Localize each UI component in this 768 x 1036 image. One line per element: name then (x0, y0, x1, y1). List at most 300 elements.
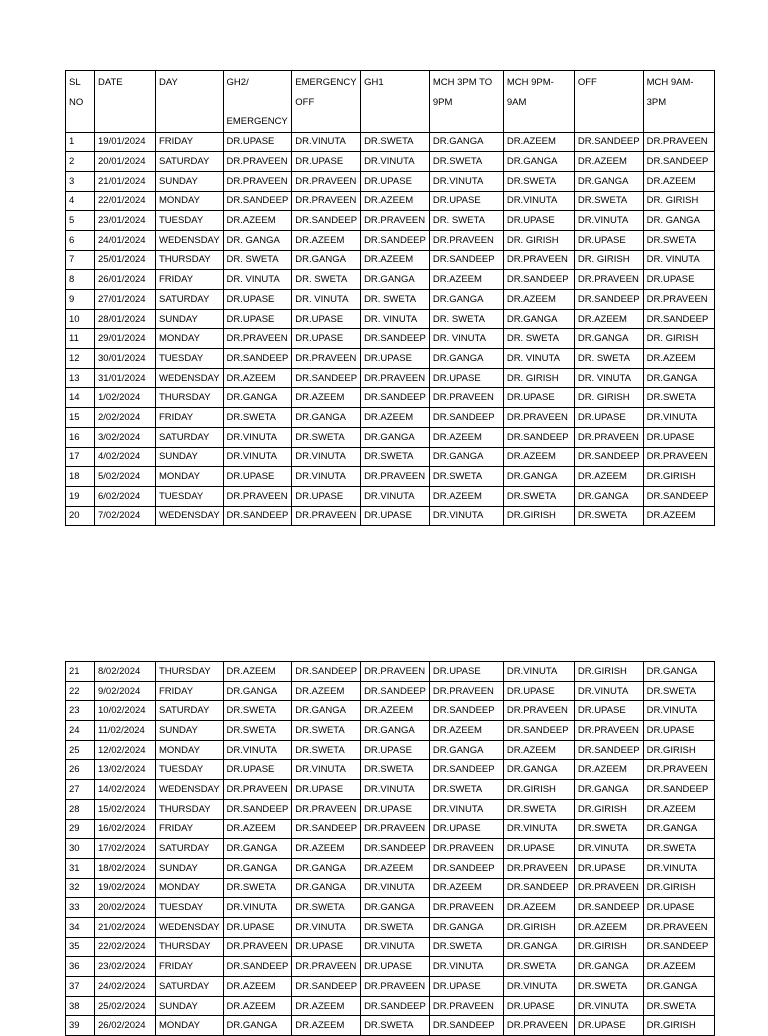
table-cell: DR.UPASE (429, 191, 503, 211)
table-cell: DR.GANGA (643, 977, 714, 997)
table-cell: DR. VINUTA (361, 309, 430, 329)
table-cell: DR.PRAVEEN (361, 467, 430, 487)
table-cell: DR. GANGA (223, 230, 292, 250)
table-cell: SATURDAY (156, 427, 224, 447)
table-cell: DR.GIRISH (574, 799, 643, 819)
table-cell: DR.VINUTA (503, 191, 574, 211)
table-cell: DR.SANDEEP (643, 152, 714, 172)
table-cell: DR.AZEEM (361, 250, 430, 270)
table-cell: DR.UPASE (361, 171, 430, 191)
table-row (66, 349, 715, 369)
table-row (66, 760, 715, 780)
table-cell: DR.GANGA (361, 270, 430, 290)
table-cell: DR.SANDEEP (643, 937, 714, 957)
table-cell: DR.SANDEEP (361, 230, 430, 250)
table-cell: DR.SWETA (429, 780, 503, 800)
table-cell: DR.PRAVEEN (643, 917, 714, 937)
table-cell: SATURDAY (156, 839, 224, 859)
table-row (66, 132, 715, 152)
table-cell: 16/02/2024 (95, 819, 156, 839)
table-cell: DR.PRAVEEN (292, 171, 361, 191)
table-cell: 30/01/2024 (95, 349, 156, 369)
table-cell: DR.AZEEM (292, 681, 361, 701)
table-cell: DR.AZEEM (574, 309, 643, 329)
table-cell: DR.UPASE (429, 368, 503, 388)
table-cell: 24/01/2024 (95, 230, 156, 250)
table-cell: DR. GANGA (643, 211, 714, 231)
table-cell: DR.VINUTA (574, 681, 643, 701)
table-cell: DR.GIRISH (643, 878, 714, 898)
table-cell: DR. GIRISH (643, 191, 714, 211)
table-cell: 29 (66, 819, 95, 839)
table-cell: DR.GANGA (429, 132, 503, 152)
table-cell: FRIDAY (156, 681, 224, 701)
table-cell: DR.VINUTA (361, 878, 430, 898)
table-cell: DR.SANDEEP (361, 329, 430, 349)
table-cell: DR.SANDEEP (503, 427, 574, 447)
column-header-text: OFF (577, 77, 597, 88)
table-cell: 28 (66, 799, 95, 819)
table-row (66, 917, 715, 937)
table-row (66, 388, 715, 408)
table-cell: DR.SANDEEP (643, 309, 714, 329)
table-cell: DR.SANDEEP (361, 839, 430, 859)
table-cell: 39 (66, 1016, 95, 1036)
table-cell: DR.SANDEEP (292, 977, 361, 997)
table-cell: DR.PRAVEEN (361, 662, 430, 682)
table-cell: DR.SWETA (503, 486, 574, 506)
table-cell: 30 (66, 839, 95, 859)
table-cell: DR.UPASE (361, 799, 430, 819)
table-cell: DR.SWETA (643, 996, 714, 1016)
table-cell: DR.SANDEEP (223, 799, 292, 819)
table-cell: 37 (66, 977, 95, 997)
table-cell: 17/02/2024 (95, 839, 156, 859)
table-cell: TUESDAY (156, 486, 224, 506)
table-cell: 15 (66, 408, 95, 428)
table-cell: 14/02/2024 (95, 780, 156, 800)
table-row (66, 329, 715, 349)
table-cell: DR.GANGA (503, 309, 574, 329)
table-cell: DR.SWETA (429, 152, 503, 172)
table-cell: DR.PRAVEEN (429, 681, 503, 701)
table-cell: DR.VINUTA (574, 839, 643, 859)
table-cell: DR.SWETA (223, 701, 292, 721)
table-cell: SUNDAY (156, 171, 224, 191)
table-cell: FRIDAY (156, 408, 224, 428)
table-cell: 22/02/2024 (95, 937, 156, 957)
table-cell: 7 (66, 250, 95, 270)
column-header-text: 9PM (432, 96, 453, 108)
duty-roster-table-1 (65, 70, 715, 526)
table-cell: DR.UPASE (361, 506, 430, 526)
table-cell: DR.AZEEM (361, 191, 430, 211)
table-cell: DR.UPASE (292, 309, 361, 329)
column-header-text: EMERGENCY (226, 116, 288, 127)
table-cell: DR. VINUTA (503, 349, 574, 369)
table-cell: 32 (66, 878, 95, 898)
table-cell: 26 (66, 760, 95, 780)
table-cell: 3/02/2024 (95, 427, 156, 447)
table-cell: DR.VINUTA (292, 917, 361, 937)
table-cell: DR. SWETA (503, 329, 574, 349)
table-row (66, 506, 715, 526)
table-cell: DR.AZEEM (429, 427, 503, 447)
table-cell: 9 (66, 290, 95, 310)
table-cell: DR.GANGA (643, 819, 714, 839)
table-row (66, 898, 715, 918)
table-cell: DR.GIRISH (643, 467, 714, 487)
table-cell: DR.UPASE (643, 270, 714, 290)
table-cell: DR.UPASE (361, 349, 430, 369)
table-row (66, 230, 715, 250)
table-cell: DR.SANDEEP (223, 957, 292, 977)
table-cell: 26/02/2024 (95, 1016, 156, 1036)
table-row (66, 740, 715, 760)
table-cell: DR.SANDEEP (643, 780, 714, 800)
table-cell: DR.UPASE (503, 996, 574, 1016)
table-cell: DR.AZEEM (429, 721, 503, 741)
table-row (66, 662, 715, 682)
table-cell: DR.SWETA (574, 977, 643, 997)
table-cell: DR.UPASE (223, 309, 292, 329)
table-cell: FRIDAY (156, 819, 224, 839)
table-cell: DR.SANDEEP (574, 132, 643, 152)
table-cell: DR.VINUTA (429, 957, 503, 977)
table-cell: DR.UPASE (574, 1016, 643, 1036)
column-header (643, 71, 714, 133)
table-cell: DR.GANGA (429, 740, 503, 760)
column-header (503, 71, 574, 133)
table-cell: 25 (66, 740, 95, 760)
table-row (66, 878, 715, 898)
table-cell: 27 (66, 780, 95, 800)
table-cell: DR.GANGA (292, 878, 361, 898)
table-cell: DR.SANDEEP (574, 740, 643, 760)
table-cell: DR.AZEEM (574, 917, 643, 937)
table-cell: DR. VINUTA (574, 368, 643, 388)
table-cell: 4 (66, 191, 95, 211)
table-cell: DR.UPASE (503, 681, 574, 701)
table-cell: DR.GANGA (643, 368, 714, 388)
table-cell: 11 (66, 329, 95, 349)
table-row (66, 309, 715, 329)
table-cell: 21/02/2024 (95, 917, 156, 937)
table-cell: DR.PRAVEEN (643, 447, 714, 467)
table-cell: DR.AZEEM (292, 839, 361, 859)
table-cell: DR.SWETA (292, 740, 361, 760)
table-cell: DR.VINUTA (503, 819, 574, 839)
table-cell: DR. VINUTA (223, 270, 292, 290)
table-cell: DR.PRAVEEN (223, 329, 292, 349)
table-row (66, 839, 715, 859)
table-cell: 25/02/2024 (95, 996, 156, 1016)
column-header (429, 71, 503, 133)
table-row (66, 819, 715, 839)
table-row (66, 467, 715, 487)
column-header-text: NO (69, 96, 84, 108)
table-cell: 26/01/2024 (95, 270, 156, 290)
table-cell: 17 (66, 447, 95, 467)
table-cell: SATURDAY (156, 152, 224, 172)
table-cell: 35 (66, 937, 95, 957)
table-cell: DR.SANDEEP (292, 819, 361, 839)
table-cell: DR. SWETA (429, 211, 503, 231)
table-cell: DR. SWETA (292, 270, 361, 290)
table-cell: DR.VINUTA (292, 132, 361, 152)
table-cell: DR.GANGA (223, 858, 292, 878)
table-row (66, 408, 715, 428)
table-cell: DR.VINUTA (223, 427, 292, 447)
table-cell: DR.PRAVEEN (574, 427, 643, 447)
table-cell: DR.SWETA (292, 427, 361, 447)
table-cell: FRIDAY (156, 132, 224, 152)
table-cell: DR.GIRISH (574, 937, 643, 957)
table-row (66, 270, 715, 290)
table-cell: DR.SANDEEP (429, 701, 503, 721)
table-cell: 13 (66, 368, 95, 388)
table-cell: DR.AZEEM (292, 388, 361, 408)
column-header-text: SL (69, 77, 81, 88)
table-cell: DR.SWETA (361, 132, 430, 152)
table-row (66, 368, 715, 388)
table-cell: DR.UPASE (503, 211, 574, 231)
table-cell: 19 (66, 486, 95, 506)
table-cell: DR.SWETA (643, 681, 714, 701)
table-cell: DR.GANGA (292, 250, 361, 270)
table-cell: 6/02/2024 (95, 486, 156, 506)
table-cell: DR.PRAVEEN (503, 858, 574, 878)
table-cell: DR.AZEEM (574, 152, 643, 172)
table-row (66, 957, 715, 977)
column-header-text: MCH 3PM TO (432, 77, 493, 88)
table-cell: DR.SWETA (643, 839, 714, 859)
column-header (95, 71, 156, 133)
table-row (66, 858, 715, 878)
table-cell: DR.SWETA (429, 937, 503, 957)
table-cell: 5/02/2024 (95, 467, 156, 487)
table-cell: DR.AZEEM (223, 996, 292, 1016)
table-cell: DR.GANGA (503, 152, 574, 172)
column-header-text: MCH 9AM- (646, 77, 694, 88)
table-cell: DR.PRAVEEN (429, 388, 503, 408)
table-cell: DR.GIRISH (503, 780, 574, 800)
table-cell: DR.PRAVEEN (503, 701, 574, 721)
table-cell: DR.SANDEEP (574, 447, 643, 467)
table-cell: DR.AZEEM (503, 290, 574, 310)
table-cell: DR.SWETA (429, 467, 503, 487)
table-cell: DR.UPASE (292, 152, 361, 172)
table-cell: DR.SANDEEP (643, 486, 714, 506)
table-cell: 21 (66, 662, 95, 682)
table-cell: DR.UPASE (574, 230, 643, 250)
table-cell: DR.UPASE (223, 467, 292, 487)
table-cell: DR.VINUTA (574, 996, 643, 1016)
table-cell: DR.GANGA (574, 329, 643, 349)
table-cell: DR.GANGA (292, 408, 361, 428)
table-cell: DR.AZEEM (429, 486, 503, 506)
table-cell: DR.SANDEEP (429, 858, 503, 878)
table-cell: DR.VINUTA (429, 799, 503, 819)
table-cell: DR.UPASE (643, 721, 714, 741)
table-cell: 6 (66, 230, 95, 250)
table-cell: 20/02/2024 (95, 898, 156, 918)
table-cell: 4/02/2024 (95, 447, 156, 467)
table-cell: 23/02/2024 (95, 957, 156, 977)
table-cell: THURSDAY (156, 388, 224, 408)
table-cell: DR.SWETA (361, 447, 430, 467)
table-cell: DR.GIRISH (503, 506, 574, 526)
table-cell: DR.UPASE (503, 388, 574, 408)
table-cell: DR.UPASE (429, 662, 503, 682)
table-row (66, 250, 715, 270)
table-row (66, 171, 715, 191)
table-cell: DR.UPASE (503, 839, 574, 859)
table-cell: DR.SWETA (503, 957, 574, 977)
table-cell: DR.AZEEM (503, 740, 574, 760)
table-cell: THURSDAY (156, 250, 224, 270)
table-cell: SATURDAY (156, 290, 224, 310)
table-row (66, 211, 715, 231)
table-cell: DR. VINUTA (429, 329, 503, 349)
table-cell: DR. GIRISH (503, 230, 574, 250)
table-cell: DR.SWETA (223, 408, 292, 428)
table-cell: DR.GANGA (292, 858, 361, 878)
table-cell: DR.PRAVEEN (223, 486, 292, 506)
column-header-text: GH1 (364, 77, 384, 88)
table-cell: DR.SWETA (574, 506, 643, 526)
table-cell: DR.GANGA (574, 957, 643, 977)
table-cell: DR.VINUTA (503, 662, 574, 682)
table-cell: 38 (66, 996, 95, 1016)
table-row (66, 977, 715, 997)
table-cell: 1 (66, 132, 95, 152)
table-cell: 29/01/2024 (95, 329, 156, 349)
column-header-text: EMERGENCY (295, 77, 357, 88)
table-cell: DR.AZEEM (503, 132, 574, 152)
column-header-text: OFF (295, 96, 315, 108)
table-cell: 5 (66, 211, 95, 231)
table-cell: DR.SANDEEP (503, 270, 574, 290)
table-cell: DR.SANDEEP (429, 408, 503, 428)
table-cell: DR.PRAVEEN (429, 839, 503, 859)
table-cell: SUNDAY (156, 447, 224, 467)
table-cell: DR.SANDEEP (503, 878, 574, 898)
table-row (66, 721, 715, 741)
table-cell: DR.AZEEM (361, 701, 430, 721)
table-row (66, 937, 715, 957)
table-cell: DR.SWETA (574, 191, 643, 211)
table-cell: 15/02/2024 (95, 799, 156, 819)
table-cell: 31/01/2024 (95, 368, 156, 388)
table-cell: DR.AZEEM (503, 447, 574, 467)
table-cell: DR.AZEEM (503, 898, 574, 918)
table-cell: DR.GANGA (429, 917, 503, 937)
table-cell: DR.AZEEM (292, 1016, 361, 1036)
table-cell: 13/02/2024 (95, 760, 156, 780)
table-cell: DR.PRAVEEN (429, 996, 503, 1016)
table-cell: THURSDAY (156, 799, 224, 819)
table-cell: DR.PRAVEEN (574, 878, 643, 898)
table-cell: DR.SWETA (292, 898, 361, 918)
table-cell: DR.UPASE (574, 858, 643, 878)
table-row (66, 701, 715, 721)
table-cell: WEDENSDAY (156, 230, 224, 250)
table-cell: DR.VINUTA (643, 701, 714, 721)
table-cell: DR.UPASE (643, 427, 714, 447)
table-cell: 8/02/2024 (95, 662, 156, 682)
table-cell: DR.GANGA (429, 447, 503, 467)
table-cell: 8 (66, 270, 95, 290)
table-cell: DR.GANGA (574, 171, 643, 191)
table-cell: DR.GANGA (503, 760, 574, 780)
table-cell: DR.PRAVEEN (429, 230, 503, 250)
table-cell: WEDENSDAY (156, 368, 224, 388)
table-cell: DR.SWETA (292, 721, 361, 741)
table-cell: 18 (66, 467, 95, 487)
table-cell: DR.UPASE (361, 740, 430, 760)
table-row (66, 290, 715, 310)
table-cell: SUNDAY (156, 996, 224, 1016)
table-cell: 16 (66, 427, 95, 447)
table-cell: WEDENSDAY (156, 506, 224, 526)
table-cell: MONDAY (156, 1016, 224, 1036)
table-cell: 20/01/2024 (95, 152, 156, 172)
table-cell: DR.VINUTA (292, 760, 361, 780)
table-cell: DR.UPASE (361, 957, 430, 977)
table-cell: DR.AZEEM (223, 819, 292, 839)
table-cell: DR. GIRISH (574, 250, 643, 270)
table-cell: DR.VINUTA (223, 740, 292, 760)
table-cell: DR.VINUTA (361, 486, 430, 506)
table-cell: 12 (66, 349, 95, 369)
table-cell: 12/02/2024 (95, 740, 156, 760)
table-cell: DR.AZEEM (361, 408, 430, 428)
table-cell: DR.GANGA (223, 681, 292, 701)
table-cell: DR.PRAVEEN (643, 760, 714, 780)
table-row (66, 447, 715, 467)
column-header (361, 71, 430, 133)
table-cell: DR.SWETA (361, 760, 430, 780)
table-cell: DR.AZEEM (223, 662, 292, 682)
table-cell: DR.AZEEM (574, 467, 643, 487)
table-cell: DR.AZEEM (643, 349, 714, 369)
table-row (66, 427, 715, 447)
table-cell: 23/01/2024 (95, 211, 156, 231)
table-cell: DR.PRAVEEN (292, 506, 361, 526)
table-cell: DR.SANDEEP (292, 662, 361, 682)
table-cell: 33 (66, 898, 95, 918)
table-cell: DR.VINUTA (361, 780, 430, 800)
table-cell: DR.AZEEM (643, 506, 714, 526)
table-cell: DR. SWETA (223, 250, 292, 270)
table-cell: 3 (66, 171, 95, 191)
table-cell: MONDAY (156, 878, 224, 898)
table-cell: DR.UPASE (292, 486, 361, 506)
table-cell: DR.SANDEEP (292, 368, 361, 388)
table-cell: 10 (66, 309, 95, 329)
table-cell: MONDAY (156, 191, 224, 211)
table-cell: 24 (66, 721, 95, 741)
table-cell: DR.GANGA (503, 467, 574, 487)
table-cell: DR.VINUTA (292, 467, 361, 487)
table-cell: THURSDAY (156, 937, 224, 957)
table-cell: DR.GANGA (574, 780, 643, 800)
table-cell: DR.UPASE (292, 937, 361, 957)
header-row (66, 71, 715, 133)
duty-roster-table-2 (65, 661, 715, 1036)
table-cell: 10/02/2024 (95, 701, 156, 721)
